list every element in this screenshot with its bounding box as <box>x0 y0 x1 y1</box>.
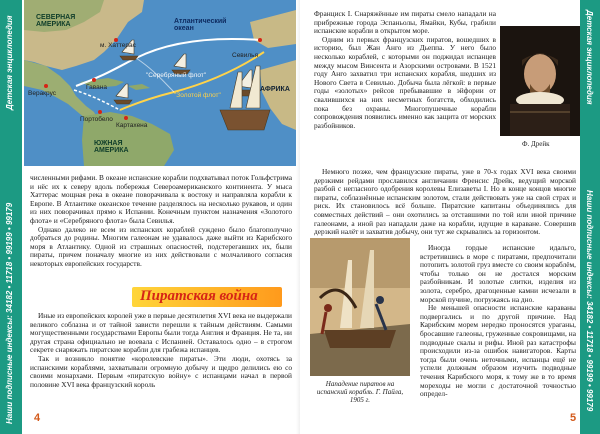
map-label-havana: Гавана <box>86 84 107 91</box>
trade-routes-map <box>24 0 296 166</box>
map-label-portobelo: Портобело <box>80 116 113 123</box>
map-label-silver-fleet: "Серебряный флот" <box>146 72 207 79</box>
map-label-cartagena: Картахена <box>116 122 148 129</box>
right-strip-subscription-text: Наши подписные индексы: 34182 • 11718 • 99199 • 99179 <box>585 190 594 412</box>
right-paragraph-5: Не меньшей опасности испанские караваны подвергались и по другой причине. Над Карибским морем нередко проносятся ураганы, бросавшие галеоны, груженные сокровищами, на подводные скалы и рифы. Иной раз катастрофы происходили из-за ошибок навигаторов. Карты тогда были очень неточными, испанцы ещё не успели должным образом изучить подводные течения Карибского моря, к тому же в то время мореходы не могли с достаточной точностью определ- <box>420 303 576 399</box>
left-side-strip <box>0 0 22 434</box>
right-full-width-text <box>314 168 576 237</box>
painting-graphic <box>310 238 410 376</box>
map-label-north-america: СЕВЕРНАЯ АМЕРИКА <box>36 14 76 28</box>
map-label-veracruz: Веракрус <box>28 90 56 97</box>
portrait-graphic <box>500 26 580 136</box>
left-body-bottom <box>30 312 292 389</box>
page-number-right: 5 <box>570 412 577 424</box>
left-paragraph-4: Так и возникло понятие «королевские пираты». Эти люди, охотясь за испанскими кораблями, захватывали огромную добычу и щедро делились ею со своими монархами. Первым «пиратскую войну» с испанцами начал в первой половине XVI века французский король <box>30 353 292 389</box>
drake-portrait <box>500 26 580 136</box>
left-strip-subscription-text: Наши подписные индексы: 34182 • 11718 • 99199 • 99179 <box>5 202 14 424</box>
map-label-seville: Севилья <box>232 52 259 59</box>
map-label-south-america: ЮЖНАЯ АМЕРИКА <box>94 140 129 154</box>
portrait-caption: Ф. Дрейк <box>522 140 550 148</box>
right-paragraph-4: Иногда гордые испанские идальго, встретившись в море с пиратами, предпочитали потопить золотой груз вместе со своим кораблём, чтобы только он не достался морским разбойникам. И золотые слитки, изделия из золота, серебро, драгоценные камни исчезали в морской пучине, погружаясь на дно. <box>420 243 576 304</box>
pirate-attack-painting <box>310 238 410 376</box>
page-number-left: 4 <box>34 412 41 424</box>
heading-text: Пиратская война <box>140 288 258 304</box>
right-strip-title: Детская энциклопедия <box>585 10 594 105</box>
map-label-hatteras: м. Хаттерас <box>100 42 136 49</box>
map-label-atlantic-ocean: Атлантический океан <box>174 18 227 32</box>
left-paragraph-1: численными рифами. В океане испанские корабли подхватывал поток Гольфстрима и нёс их к северу вдоль побережья Североамериканского континента. У мыса Хаттерас мощная река в океане поворачивала к востоку и направляла корабли к Европе. В Атлантике океанское течение разделялось на несколько рукавов, и один из них поворачивал прямо к Испании. Конечным пунктом назначения «Золотого флота» и «Серебряного флота» была Севилья. <box>30 173 292 225</box>
map-label-gold-fleet: "Золотой флот" <box>174 92 221 99</box>
right-page <box>300 0 600 434</box>
left-body-top <box>30 174 292 269</box>
left-strip-title: Детская энциклопедия <box>5 15 14 110</box>
left-paragraph-3: Иные из европейских королей уже в первые десятилетия XVI века не выдержали великого соблазна и от тайной зависти перешли к тайным действиям. Самыми могущественными государствами Европы были тогда Англия и Франция. Не та, ни другая страна официально не воевала с Испанией. Оставалось одно – в строгом секрете снаряжать пиратские корабли для грабежа испанцев. <box>30 311 292 355</box>
right-side-strip <box>580 0 600 434</box>
left-paragraph-2: Однако далеко не всем из испанских кораблей суждено было благополучно добраться до родины. Многим галеонам не удавалось даже выйти из Карибского моря в Атлантику. Одной из страшных опасностей, подстерегавших их, были пираты, причем поначалу многие из них действовали с молчаливого согласия некоторых европейских государств. <box>30 224 292 268</box>
right-column-bottom <box>420 244 576 399</box>
map-label-africa: АФРИКА <box>260 86 290 93</box>
section-heading-pirate-war <box>132 287 282 307</box>
painting-caption: Нападение пиратов на испанский корабль. Г. Пайла, 1905 г. <box>316 380 404 404</box>
right-column-top <box>314 10 496 130</box>
right-paragraph-3: Немного позже, чем французские пираты, уже в 70-х годах XVI века своими дерзкими рейдами прославился англичанин Френсис Дрейк, ведущий морской разбой с негласного одобрения королевы Елизаветы I. Но в конце концов многие пираты, соблазнённые испанским золотом, стали действовать уже на свой страх и риск. Их становилось всё больше. Пиратские капитаны объединялись для совместных действий – они охотились за отставшими по той или иной причине галеонами, а иной раз нападали даже на корабли, идущие в караване. Совершив дерзкий налёт и захватив добычу, они тут же скрывались за горизонтом. <box>314 167 576 237</box>
right-paragraph-2: Одним из первых французских пиратов, вошедших в историю, был Жан Анго из Дьеппа. У него было несколько кораблей, с которыми он поджидал испанцев между мысом Винсента и Азорскими островами. В 1521 году Анго захватил три испанских корабля, шедших из Нового Света в Севилью. Добыча была лёгкой: в первые годы «золотых» рейсов пребывавшие в эйфории от свалившихся на них несметных богатств, обходились пока без охраны. Многопушечные корабли сопровождения появились именно как защита от морских разбойников. <box>314 34 496 130</box>
right-paragraph-1: Франциск I. Снаряжённые им пираты смело нападали на прибрежные города Эспаньолы, Ямайки, Кубы, грабили испанские корабли в открытом море. <box>314 9 496 36</box>
